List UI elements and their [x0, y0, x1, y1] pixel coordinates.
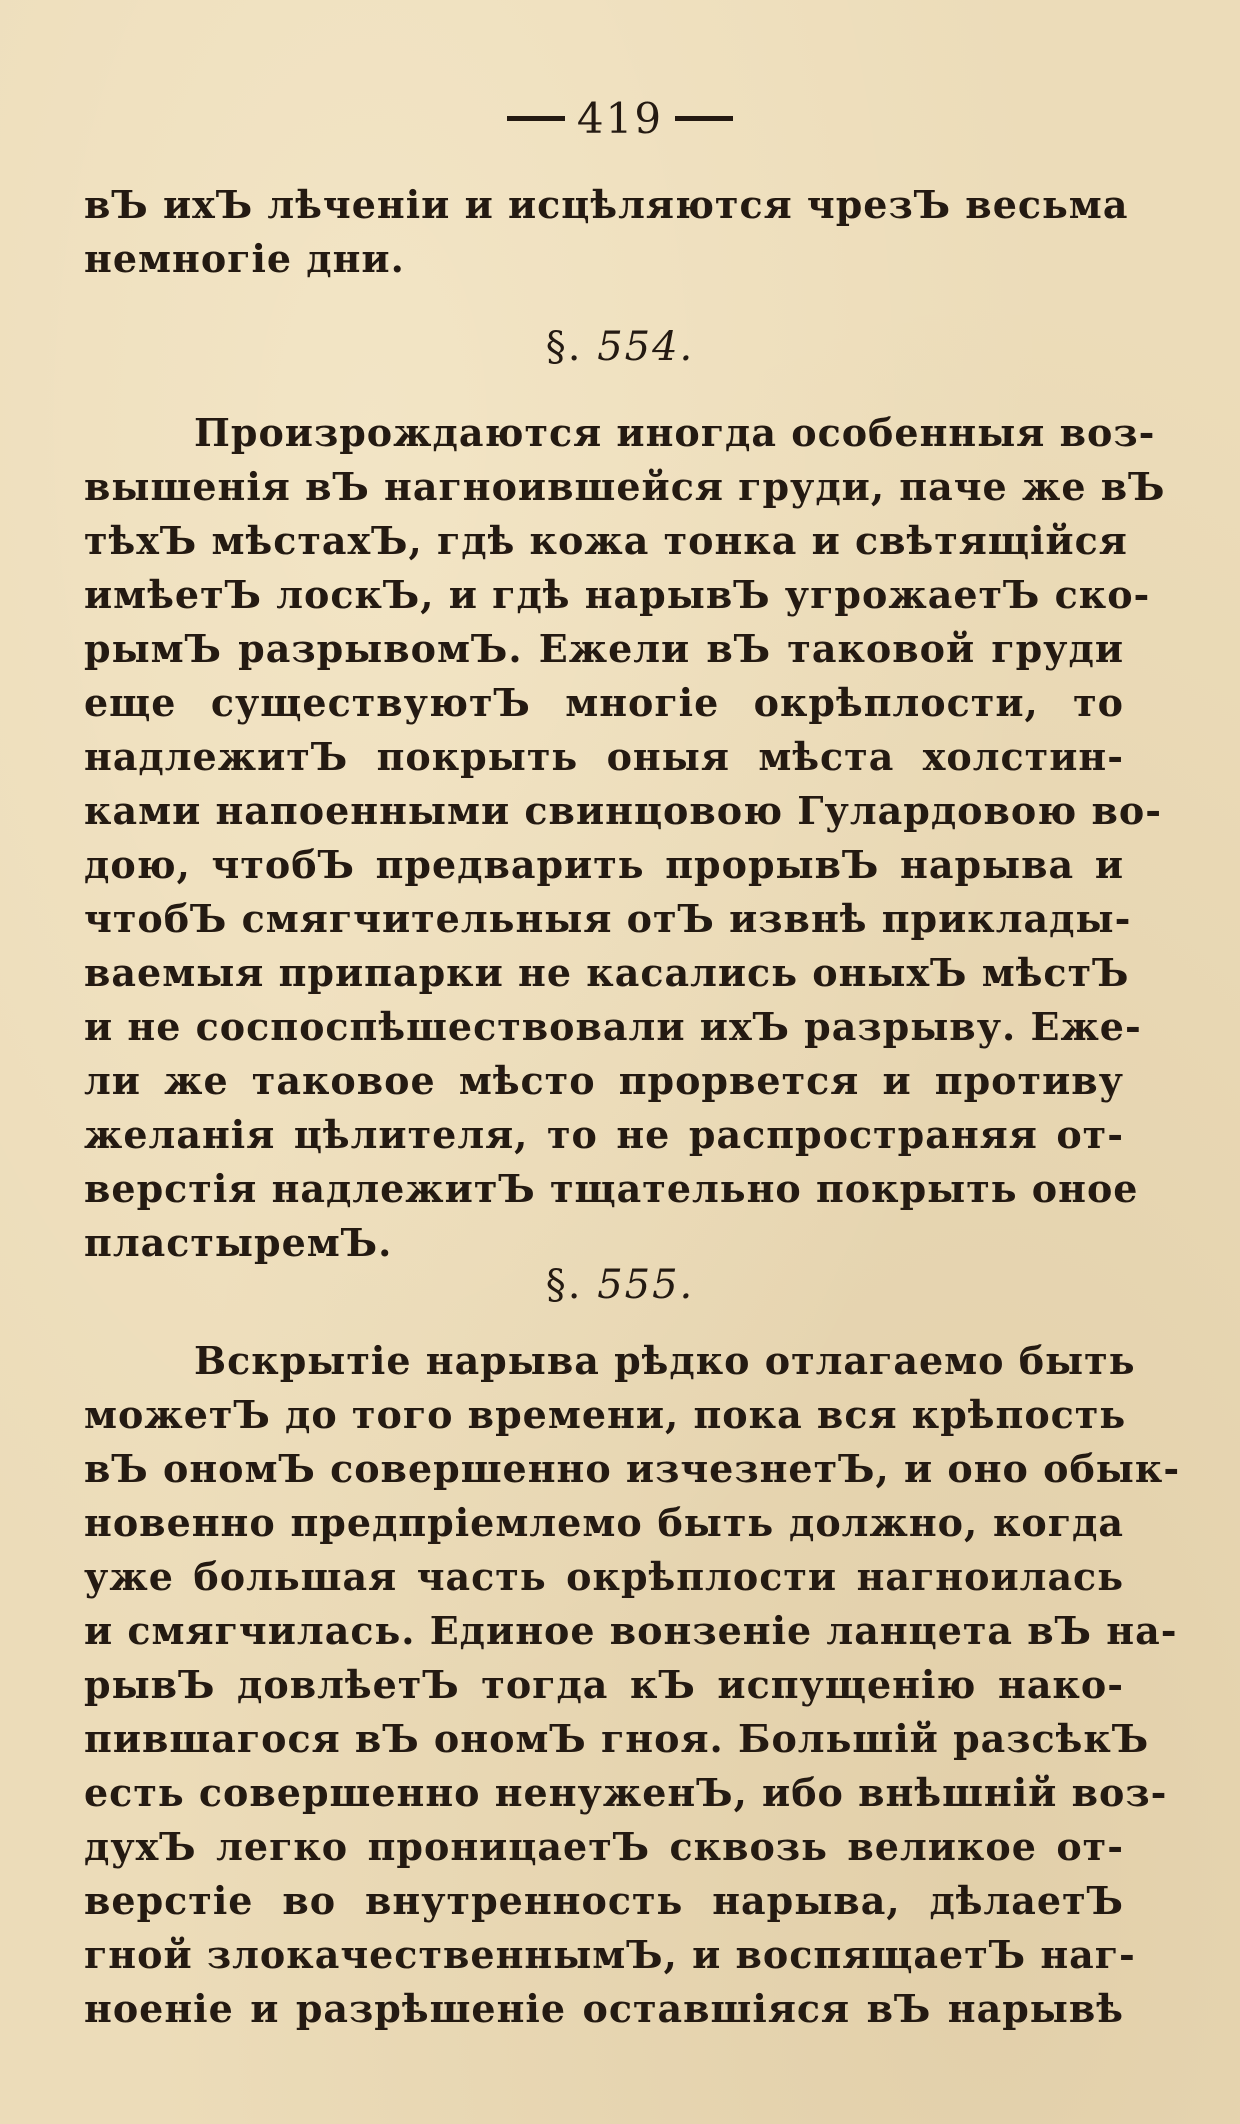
- page-number-left-dash: [507, 116, 565, 121]
- text-line: ками напоенными свинцовою Гулардовою во-: [84, 788, 1162, 833]
- text-line: и не соспоспѣшествовали ихЪ разрыву. Еже-: [84, 1004, 1142, 1049]
- paragraph-555: [84, 1334, 1181, 2036]
- page-number-value: 419: [576, 94, 664, 143]
- section-heading-554: [0, 320, 1240, 374]
- text-line: пившагося вЪ ономЪ гноя. Большій разсѣкЪ: [84, 1716, 1150, 1761]
- text-line: можетЪ до того времени, пока вся крѣпость: [84, 1392, 1127, 1437]
- text-line: Произрождаются иногда особенныя воз-: [194, 410, 1156, 455]
- text-line: желанія цѣлителя, то не распространяя от-: [84, 1112, 1124, 1157]
- paragraph-554: [84, 406, 1166, 1270]
- section-number: 554.: [597, 324, 695, 370]
- text-line: новенно предпріемлемо быть должно, когда: [84, 1500, 1124, 1545]
- text-line: тѣхЪ мѣстахЪ, гдѣ кожа тонка и свѣтящійся: [84, 518, 1128, 563]
- text-line: верстія надлежитЪ тщательно покрыть оное: [84, 1166, 1139, 1211]
- text-line: гной злокачественнымЪ, и воспящаетЪ наг-: [84, 1932, 1136, 1977]
- text-line: и смягчилась. Единое вонзеніе ланцета вЪ на-: [84, 1608, 1178, 1653]
- text-line: пластыремЪ.: [84, 1220, 393, 1265]
- section-sign: §.: [545, 1262, 583, 1308]
- section-heading-555: [0, 1258, 1240, 1312]
- text-line: имѣетЪ лоскЪ, и гдѣ нарывЪ угрожаетЪ ско-: [84, 572, 1151, 617]
- text-line: дою, чтобЪ предварить прорывЪ нарыва и: [84, 842, 1124, 887]
- text-line: рывЪ довлѣетЪ тогда кЪ испущенію нако-: [84, 1662, 1124, 1707]
- text-line: вЪ ономЪ совершенно изчезнетЪ, и оно обык-: [84, 1446, 1181, 1491]
- text-line: чтобЪ смягчительныя отЪ извнѣ приклады-: [84, 896, 1132, 941]
- text-line: верстіе во внутренность нарыва, дѣлаетЪ: [84, 1878, 1124, 1923]
- text-line: вышенія вЪ нагноившейся груди, паче же вЪ: [84, 464, 1166, 509]
- text-line: ваемыя припарки не касались оныхЪ мѣстЪ: [84, 950, 1130, 995]
- section-sign: §.: [545, 324, 583, 370]
- paragraph-continuation: [84, 178, 1129, 286]
- text-line: духЪ легко проницаетЪ сквозь великое от-: [84, 1824, 1124, 1869]
- section-number: 555.: [597, 1262, 695, 1308]
- text-line: надлежитЪ покрыть оныя мѣста холстин-: [84, 734, 1124, 779]
- text-line: ноеніе и разрѣшеніе оставшіяся вЪ нарывѣ: [84, 1986, 1124, 2031]
- text-line: Вскрытіе нарыва рѣдко отлагаемо быть: [194, 1338, 1136, 1383]
- text-line: еще существуютЪ многіе окрѣплости, то: [84, 680, 1124, 725]
- text-line: рымЪ разрывомЪ. Ежели вЪ таковой груди: [84, 626, 1124, 671]
- text-line: вЪ ихЪ лѣченіи и исцѣляются чрезЪ весьма: [84, 182, 1129, 227]
- page-number: [0, 92, 1240, 146]
- page-number-right-dash: [675, 116, 733, 121]
- text-line: немногіе дни.: [84, 236, 405, 281]
- text-line: есть совершенно ненуженЪ, ибо внѣшній воз-: [84, 1770, 1168, 1815]
- text-line: ли же таковое мѣсто прорвется и противу: [84, 1058, 1124, 1103]
- text-line: уже большая часть окрѣплости нагноилась: [84, 1554, 1124, 1599]
